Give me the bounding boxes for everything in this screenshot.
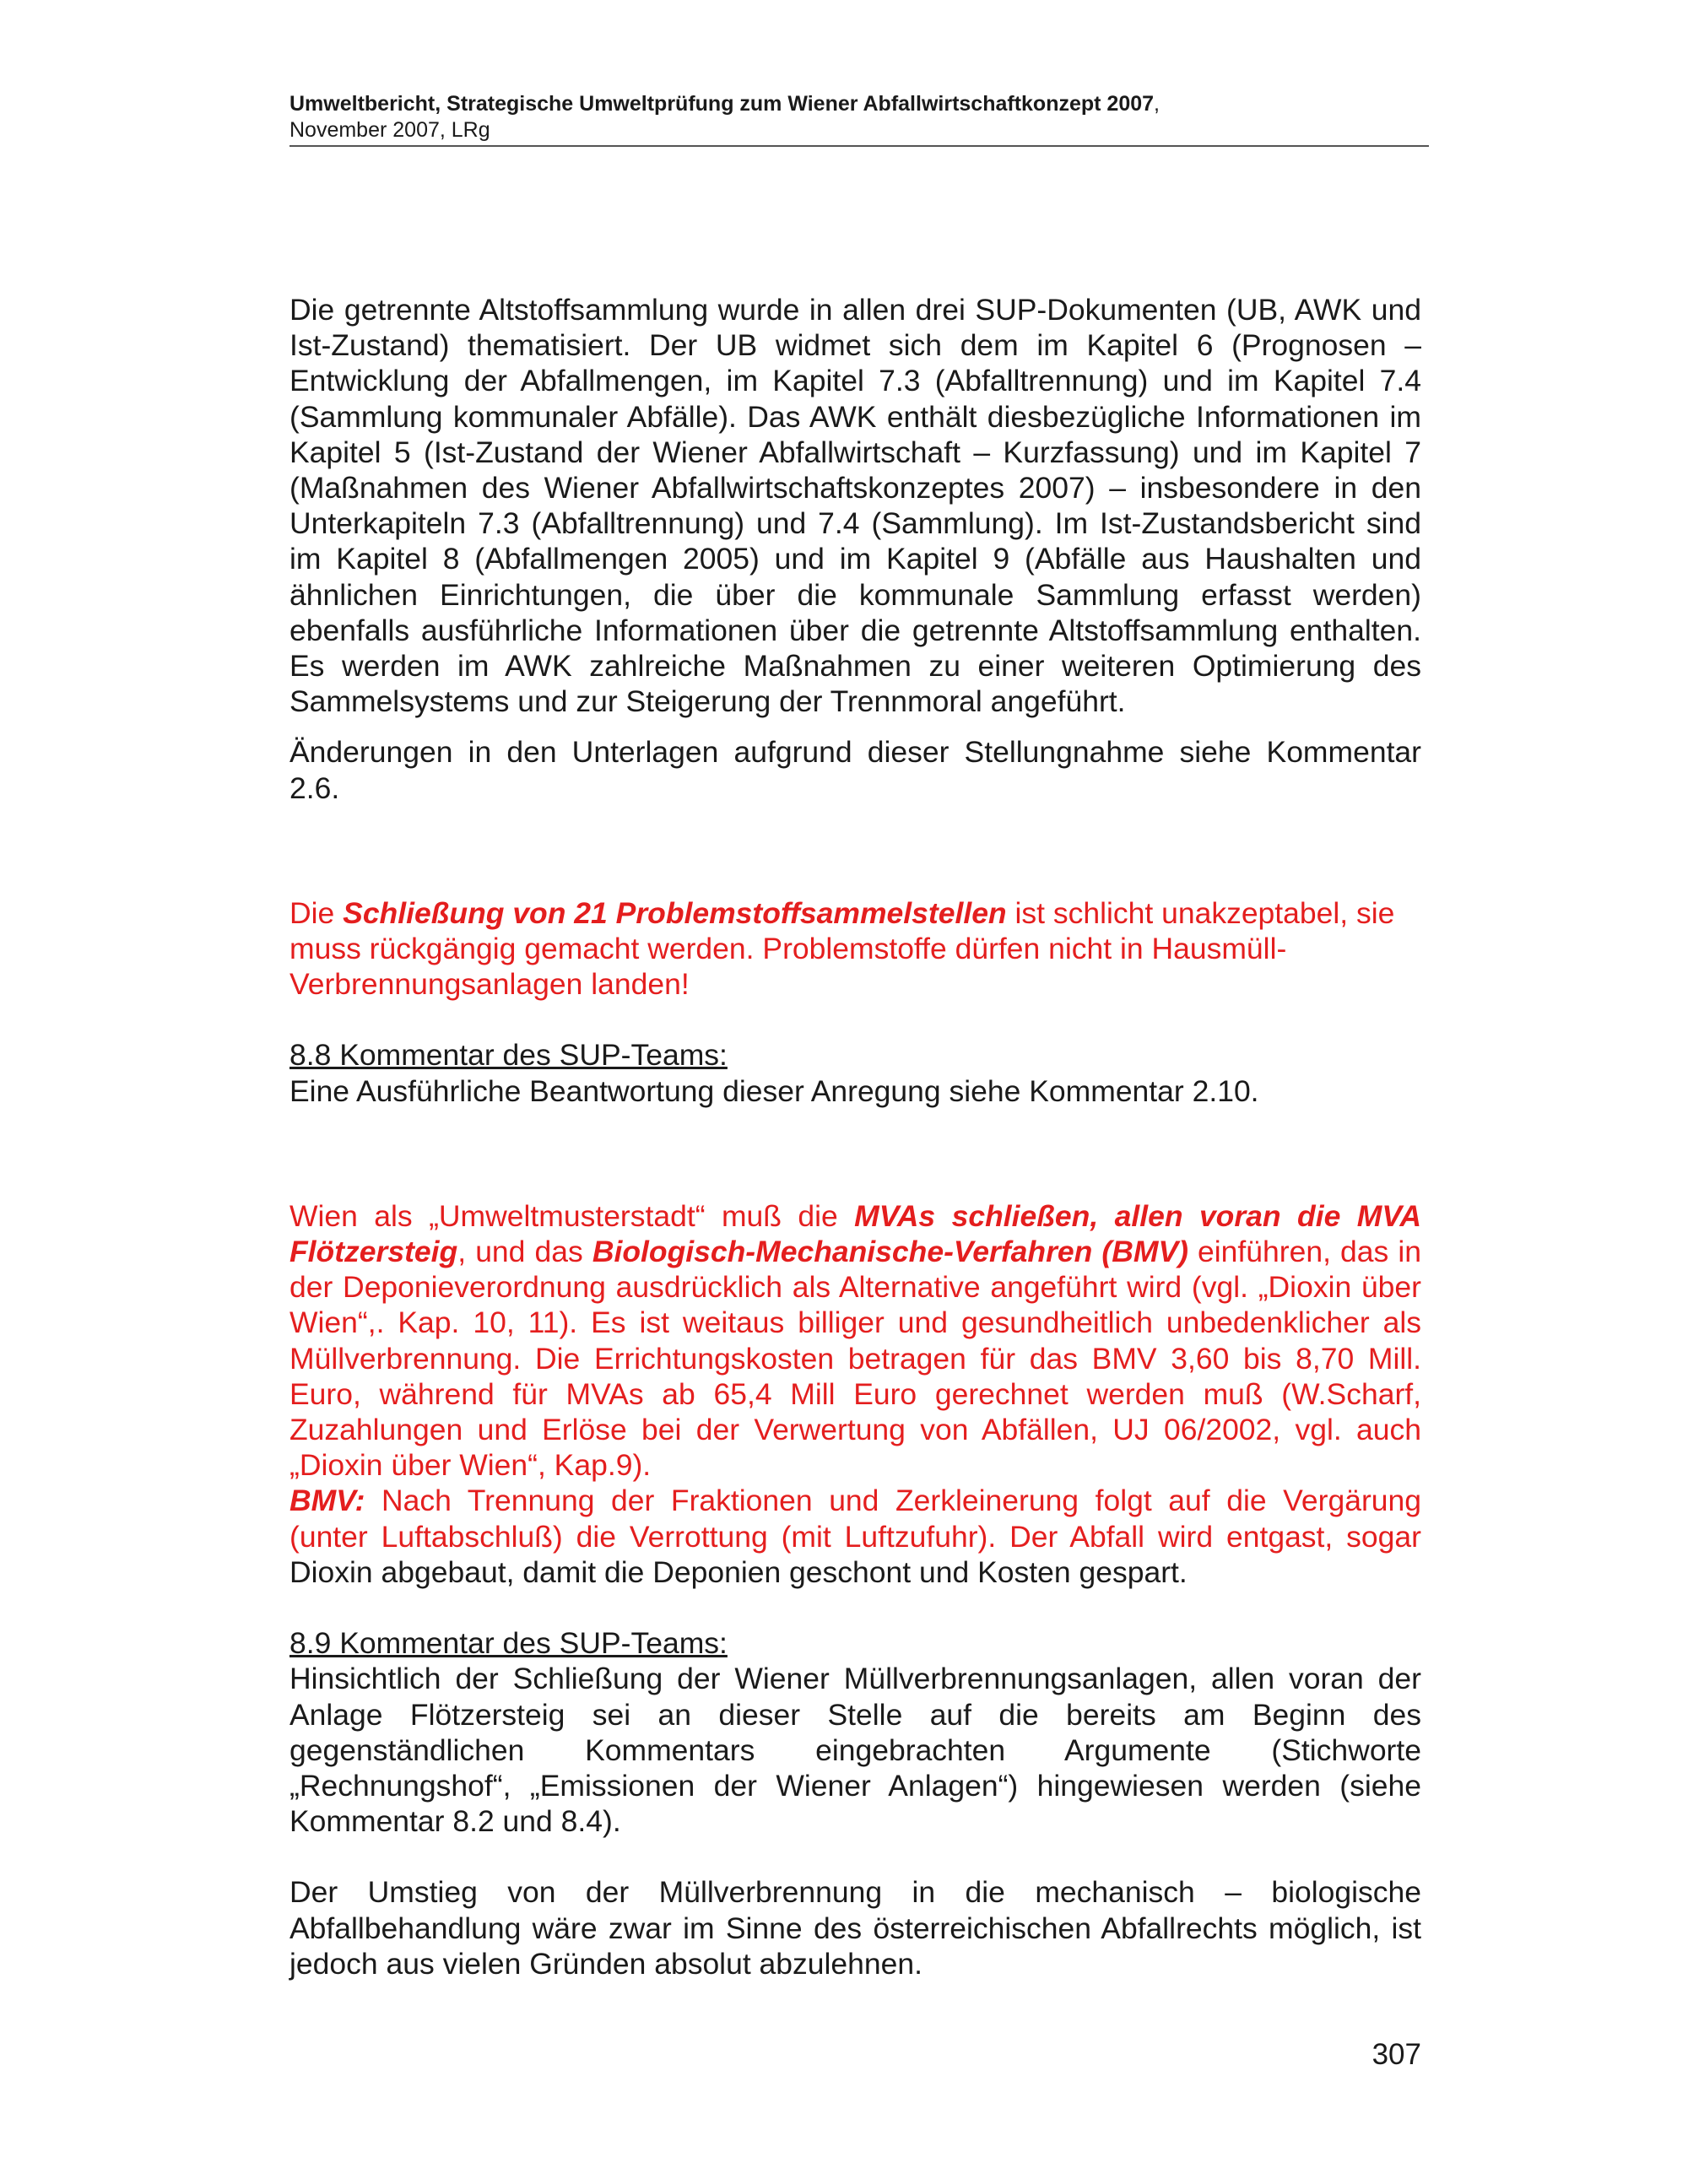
statement-text: , und das [457, 1235, 592, 1269]
statement-emphasis: MVAs schließen, allen voran die MVA Flötzersteig [289, 1198, 1421, 1269]
paragraph-umstieg: Der Umstieg von der Müllverbrennung in die mechanisch – biologische Abfallbehandlung wäre zwar im Sinne des österreichischen Abfallrechts möglich, ist jedoch aus vielen Gründen absolut abzulehnen. [289, 1875, 1421, 1981]
document-body [289, 292, 1421, 1981]
statement-emphasis: Biologisch-Mechanische-Verfahren (BMV) [592, 1235, 1188, 1269]
statement-text: ist schlicht unakzeptabel, sie muss rückgängig gemacht werden. Problemstoffe dürfen nicht in Hausmüll-Verbrennungsanlagen landen! [289, 895, 1395, 1002]
comment-8-9 [289, 1625, 1421, 1839]
paragraph-altstoffsammlung: Die getrennte Altstoffsammlung wurde in allen drei SUP-Dokumenten (UB, AWK und Ist-Zustand) thematisiert. Der UB widmet sich dem im Kapitel 6 (Prognosen – Entwicklung der Abfallmengen, im Kapitel 7.3 (Abfalltrennung) und im Kapitel 7.4 (Sammlung kommunaler Abfälle). Das AWK enthält diesbezügliche Informationen im Kapitel 5 (Ist-Zustand der Wiener Abfallwirtschaft – Kurzfassung) und im Kapitel 7 (Maßnahmen des Wiener Abfallwirtschaftskonzeptes 2007) – insbesondere in den Unterkapiteln 7.3 (Abfalltrennung) und 7.4 (Sammlung). Im Ist-Zustandsbericht sind im Kapitel 8 (Abfallmengen 2005) und im Kapitel 9 (Abfälle aus Haushalten und ähnlichen Einrichtungen, die über die kommunale Sammlung erfasst werden) ebenfalls ausführliche Informationen über die getrennte Altstoffsammlung enthalten. Es werden im AWK zahlreiche Maßnahmen zu einer weiteren Optimierung des Sammelsystems und zur Steigerung der Trennmoral angeführt. [289, 293, 1421, 719]
statement-text: Dioxin abgebaut, damit die Deponien geschont und Kosten gespart. [289, 1554, 1188, 1589]
comment-heading: 8.9 Kommentar des SUP-Teams: [289, 1626, 728, 1661]
statement-text: Die [289, 895, 344, 930]
statement-emphasis: Schließung von 21 Problemstoffsammelstellen [343, 895, 1007, 930]
page-header [289, 91, 1429, 147]
statement-text: einführen, das in der Deponieverordnung ausdrücklich als Alternative angeführt wird (vgl. „Dioxin über Wien“,. Kap. 10, 11). Es ist weitaus billiger und gesundheitlich unbedenklicher als Müllverbrennung. Die Errichtungskosten betragen für das BMV 3,60 bis 8,70 Mill. Euro, während für MVAs ab 65,4 Mill Euro gerechnet werden muß (W.Scharf, Zuzahlungen und Erlöse bei der Verwertung von Abfällen, UJ 06/2002, vgl. auch „Dioxin über Wien“, Kap.9). [289, 1235, 1422, 1483]
statement-emphasis: BMV: [289, 1484, 365, 1518]
paragraph-aenderungen: Änderungen in den Unterlagen aufgrund dieser Stellungnahme siehe Kommentar 2.6. [289, 735, 1421, 805]
comment-text: Eine Ausführliche Beantwortung dieser Anregung siehe Kommentar 2.10. [289, 1073, 1259, 1108]
comment-8-8 [289, 1037, 1421, 1108]
statement-problemstoffsammelstellen [289, 895, 1421, 1003]
statement-mva [289, 1198, 1421, 1590]
header-title [289, 91, 1429, 117]
comment-heading: 8.8 Kommentar des SUP-Teams: [289, 1038, 728, 1073]
header-date: November 2007, LRg [289, 118, 490, 142]
page-number: 307 [1372, 2038, 1421, 2071]
comment-text: Hinsichtlich der Schließung der Wiener Müllverbrennungsanlagen, allen voran der Anlage Flötzersteig sei an dieser Stelle auf die bereits am Beginn des gegenständlichen Kommentars eingebrachten Argumente (Stichworte „Rechnungshof“, „Emissionen der Wiener Anlagen“) hingewiesen werden (siehe Kommentar 8.2 und 8.4). [289, 1662, 1421, 1839]
statement-text: Nach Trennung der Fraktionen und Zerkleinerung folgt auf die Vergärung (unter Luftabschluß) die Verrottung (mit Luftzufuhr). Der Abfall wird entgast, sogar [289, 1484, 1421, 1554]
header-title-text: Umweltbericht, Strategische Umweltprüfung zum Wiener Abfallwirtschaftkonzept 2007 [289, 92, 1155, 116]
header-title-suffix: , [1154, 92, 1160, 116]
statement-text: Wien als „Umweltmusterstadt“ muß die [289, 1198, 855, 1233]
